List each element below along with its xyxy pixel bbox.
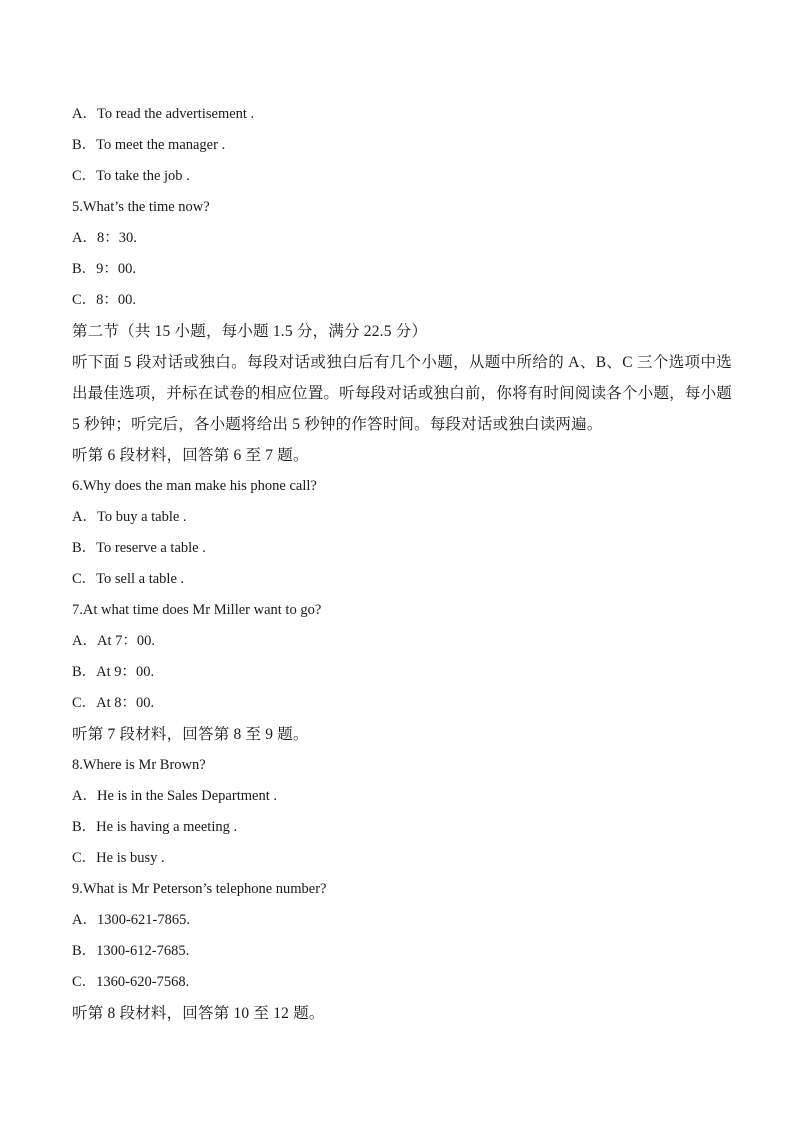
- option-7a: A．At 7：00.: [72, 633, 155, 649]
- option-4a: A．To read the advertisement .: [72, 106, 255, 122]
- section-instructions: 听下面 5 段对话或独白。每段对话或独白后有几个小题，从题中所给的 A、B、C 三个选项中选出最佳选项，并标在试卷的相应位置。听每段对话或独白前，你将有时间阅读各个小题，每小题 5 秒钟；听完后，各小题将给出 5 秒钟的作答时间。每段对话或独白读两遍。: [72, 354, 732, 433]
- option-6a: A．To buy a table .: [72, 509, 187, 525]
- option-9b: B．1300-612-7685.: [72, 943, 190, 959]
- question-5: 5.What’s the time now?: [72, 199, 210, 215]
- option-8c: C．He is busy .: [72, 850, 165, 866]
- option-5a: A．8：30.: [72, 230, 137, 246]
- option-9a: A．1300-621-7865.: [72, 912, 191, 928]
- material-6-heading: 听第 6 段材料，回答第 6 至 7 题。: [72, 447, 309, 464]
- option-4b: B．To meet the manager .: [72, 137, 226, 153]
- question-7: 7.At what time does Mr Miller want to go?: [72, 602, 322, 618]
- section-heading: 第二节（共 15 小题，每小题 1.5 分，满分 22.5 分）: [72, 323, 428, 340]
- question-6: 6.Why does the man make his phone call?: [72, 478, 317, 494]
- option-6b: B．To reserve a table .: [72, 540, 206, 556]
- option-6c: C．To sell a table .: [72, 571, 185, 587]
- option-7c: C．At 8：00.: [72, 695, 155, 711]
- option-9c: C．1360-620-7568.: [72, 974, 190, 990]
- material-7-heading: 听第 7 段材料，回答第 8 至 9 题。: [72, 726, 309, 743]
- option-8b: B．He is having a meeting .: [72, 819, 238, 835]
- option-5c: C．8：00.: [72, 292, 137, 308]
- page-content: [72, 99, 732, 1029]
- option-8a: A．He is in the Sales Department .: [72, 788, 277, 804]
- option-5b: B．9：00.: [72, 261, 137, 277]
- question-8: 8.Where is Mr Brown?: [72, 757, 206, 773]
- question-9: 9.What is Mr Peterson’s telephone number?: [72, 881, 327, 897]
- material-8-heading: 听第 8 段材料，回答第 10 至 12 题。: [72, 1005, 325, 1022]
- option-7b: B．At 9：00.: [72, 664, 155, 680]
- option-4c: C．To take the job .: [72, 168, 190, 184]
